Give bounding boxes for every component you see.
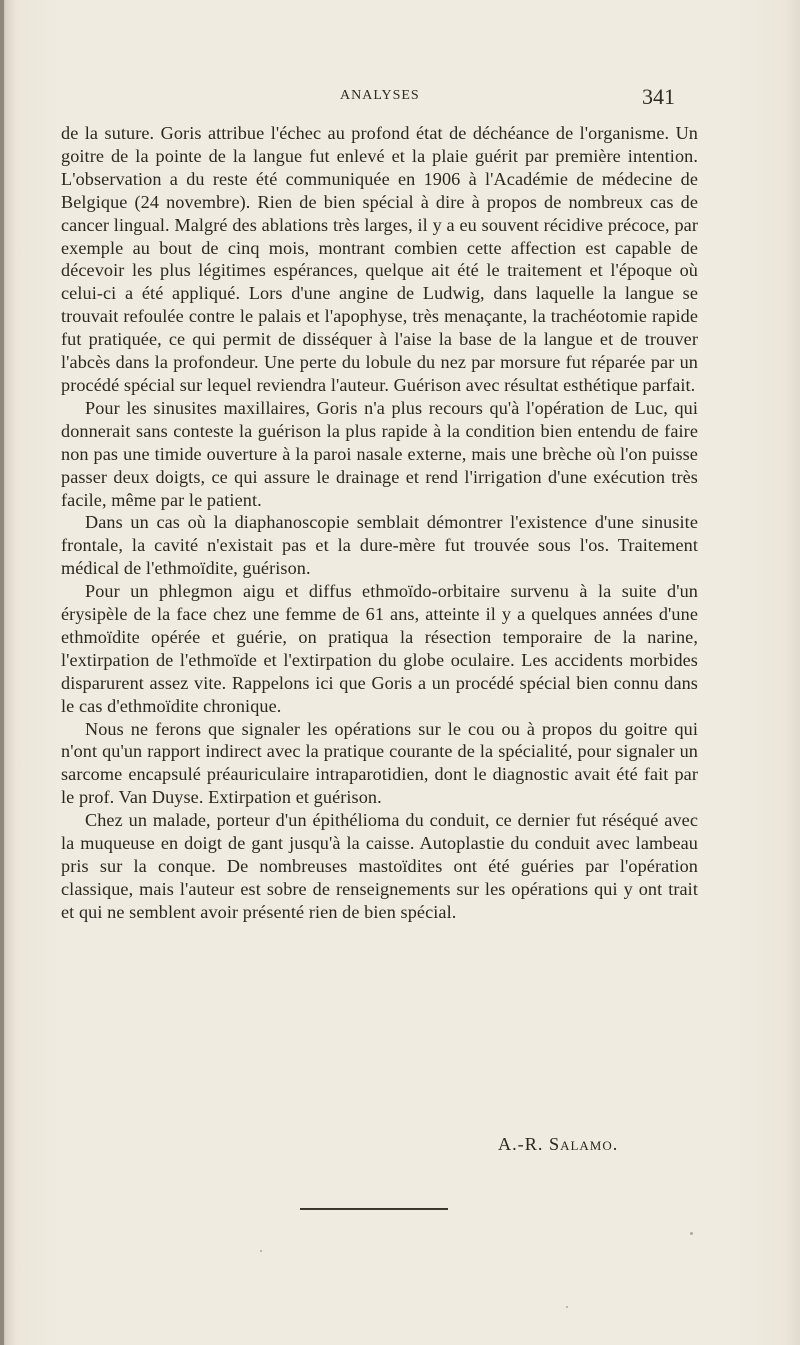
- paragraph-3: Dans un cas où la diaphanoscopie semblait démontrer l'existence d'une sinusite frontale, la cavité n'existait pas et la dure-mère fut trouvée sous l'os. Traitement médical de l'ethmoïdite, guérison.: [61, 512, 698, 579]
- paper-speck: [260, 1250, 262, 1252]
- paper-speck: [566, 1306, 568, 1308]
- page-header: [0, 84, 800, 110]
- running-head: ANALYSES: [340, 88, 420, 103]
- paragraph-4: Pour un phlegmon aigu et diffus ethmoïdo-orbitaire survenu à la suite d'un érysipèle de la face chez une femme de 61 ans, atteinte il y a quelques années d'une ethmoïdite opérée et guérie, on pratiqua la résection temporaire de la narine, l'extirpation de l'ethmoïde et l'extirpation du globe oculaire. Les accidents morbides disparurent assez vite. Rappelons ici que Goris a un procédé spécial bien connu dans le cas d'ethmoïdite chronique.: [61, 581, 698, 716]
- paragraph-5: Nous ne ferons que signaler les opérations sur le cou ou à propos du goitre qui n'ont qu'un rapport indirect avec la pratique courante de la spécialité, pour signaler un sarcome encapsulé préauriculaire intraparotidien, dont le diagnostic avait été fait par le prof. Van Duyse. Extirpation et guérison.: [61, 718, 698, 808]
- page-spine-edge: [0, 0, 4, 1345]
- paragraph-6: Chez un malade, porteur d'un épithélioma du conduit, ce dernier fut réséqué avec la muqueuse en doigt de gant jusqu'à la caisse. Autoplastie du conduit avec lambeau pris sur la conque. De nombreuses mastoïdites ont été guéries par l'opération classique, mais l'auteur est sobre de renseignements sur les opérations qui y ont trait et qui ne semblent avoir présenté rien de bien spécial.: [61, 810, 698, 922]
- end-rule: [300, 1208, 448, 1210]
- article-body: [61, 122, 698, 924]
- paragraph-1: de la suture. Goris attribue l'échec au profond état de déchéance de l'organisme. Un goitre de la pointe de la langue fut enlevé et la plaie guérit par première intention. L'observation a du reste été communiquée en 1906 à l'Académie de médecine de Belgique (24 novembre). Rien de bien spécial à dire à propos de nombreux cas de cancer lingual. Malgré des ablations très larges, il y a eu souvent récidive précoce, par exemple au bout de cinq mois, montrant combien cette affection est capable de décevoir les plus légitimes espérances, quelque ait été le traitement et l'époque où celui-ci a été appliqué. Lors d'une angine de Ludwig, dans laquelle la langue se trouvait refoulée contre le palais et l'apophyse, très menaçante, la trachéotomie rapide fut pratiquée, ce qui permit de disséquer à l'aise la base de la langue et de trouver l'abcès dans la profondeur. Une perte du lobule du nez par morsure fut réparée par un procédé spécial sur lequel reviendra l'auteur. Guérison avec résultat esthétique parfait.: [61, 123, 698, 395]
- page-number: 341: [642, 84, 675, 109]
- author-signature: [498, 1134, 618, 1155]
- signature-initials: A.-R.: [498, 1134, 544, 1154]
- paragraph-2: Pour les sinusites maxillaires, Goris n'a plus recours qu'à l'opération de Luc, qui donnerait sans conteste la guérison la plus rapide à la condition bien entendu de faire non pas une timide ouverture à la paroi nasale externe, mais une brèche où l'on puisse passer deux doigts, ce qui assure le drainage et rend l'irrigation d'une exécution très facile, même par le patient.: [61, 397, 698, 510]
- signature-surname: Salamo.: [548, 1134, 619, 1154]
- paper-speck: [690, 1232, 693, 1235]
